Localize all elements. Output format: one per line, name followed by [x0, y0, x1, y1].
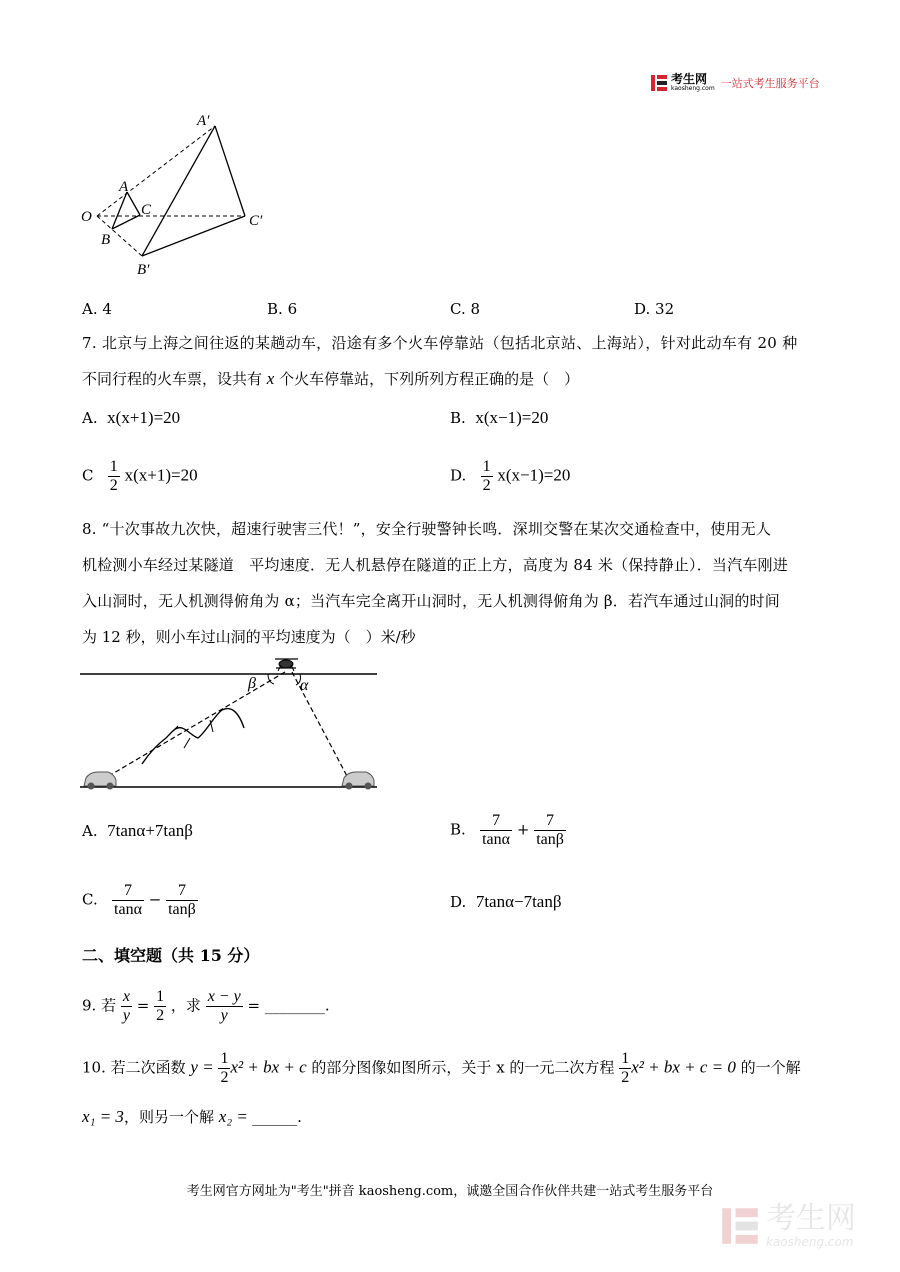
- q8-option-b: B. $\frac{7}{\tan\alpha}$ + $\frac{7}{\tan\beta}$: [450, 812, 564, 848]
- footer-text: 考生网官方网址为"考生"拼音 kaosheng.com，诚邀全国合作伙伴共建一站式考生服务平台: [186, 1184, 714, 1199]
- drone-icon: [275, 659, 298, 671]
- angle-arc-beta: [268, 674, 274, 684]
- half-fraction: $\frac{1}{2}$: [109, 458, 118, 494]
- sight-line-beta: [102, 672, 285, 780]
- q7-option-d: D. $\frac{1}{2}$ x(x−1)=20: [450, 458, 571, 494]
- q8-line3: 入山洞时，无人机测得俯角为 α；当汽车完全离开山洞时，无人机测得俯角为 β．若汽车通过山洞的时间: [82, 592, 780, 610]
- half-fraction: $\frac{1}{2}$: [482, 458, 491, 494]
- edge-ApCp: [215, 126, 245, 216]
- q8-line4: 为 12 秒，则小车过山洞的平均速度为（ ）米/秒: [82, 628, 416, 646]
- label-Bp: B′: [137, 262, 150, 278]
- drone-tunnel-figure: [80, 652, 380, 797]
- q8-line1: 8. “十次事故九次快，超速行驶害三代！”，安全行驶警钟长鸣．深圳交警在某次交通检查中，使用无人: [82, 520, 772, 538]
- section-title: 二、填空题（共 15 分）: [82, 946, 260, 965]
- label-B: B: [101, 232, 111, 248]
- q6-option-a: A. 4: [82, 300, 112, 318]
- q8-option-d: D. 7tanα−7tanβ: [450, 892, 562, 911]
- label-alpha: α: [300, 677, 309, 694]
- q8-option-c: C. $\frac{7}{\tan\alpha}$ − $\frac{7}{\tan\beta}$: [82, 882, 196, 918]
- label-A: A: [119, 179, 129, 195]
- edge-ApBp: [142, 126, 215, 256]
- header-logo: [650, 73, 820, 92]
- q10-line2: x₁ = 3，则另一个解 x₂ = ______.: [82, 1107, 302, 1126]
- car-right-icon: [342, 772, 374, 789]
- logo-text: 考生网: [671, 72, 708, 86]
- label-Ap: A′: [197, 113, 210, 129]
- label-O: O: [81, 209, 92, 225]
- label-beta: β: [248, 675, 256, 692]
- q7-option-a: A. x(x+1)=20: [82, 408, 181, 427]
- q8-option-a: A. 7tanα+7tanβ: [82, 821, 193, 840]
- mountain-outline: [142, 709, 244, 764]
- q6-option-c: C. 8: [450, 300, 481, 318]
- q7-option-b: B. x(x−1)=20: [450, 408, 549, 427]
- q6-option-d: D. 32: [634, 300, 675, 318]
- logo-subtext: kaosheng.com: [671, 85, 715, 92]
- q9: 9. 若 $\frac{x}{y}$ = $\frac{1}{2}$ ，求 $\frac{x - y}{y}$ = ________.: [82, 988, 330, 1024]
- edge-AC: [127, 192, 140, 215]
- edge-BpCp: [142, 216, 245, 256]
- watermark-logo-icon: [720, 1206, 760, 1246]
- edge-AB: [112, 192, 127, 229]
- q6-option-b: B. 6: [267, 300, 298, 318]
- ray-OAp: [97, 126, 215, 216]
- q7-line2: 不同行程的火车票，设共有 x 个火车停靠站，下列所列方程正确的是（ ）: [82, 369, 580, 388]
- label-Cp: C′: [249, 213, 263, 229]
- similar-triangles-figure: [75, 108, 285, 288]
- watermark: 考生网 kaosheng.com: [720, 1203, 856, 1249]
- q10-line1: 10. 若二次函数 y = $\frac{1}{2}$ x² + bx + c 的部分图像如图所示，关于 x 的一元二次方程 $\frac{1}{2}$ x² + bx + c = 0 的一个解: [82, 1050, 801, 1086]
- q7-line1: 7. 北京与上海之间往返的某趟动车，沿途有多个火车停靠站（包括北京站、上海站），针对此动车有 20 种: [82, 334, 798, 352]
- q7-option-c: C $\frac{1}{2}$ x(x+1)=20: [82, 458, 198, 494]
- label-C: C: [141, 202, 152, 218]
- header-slogan: 一站式考生服务平台: [720, 76, 820, 90]
- q8-line2: 机检测小车经过某隧道 平均速度．无人机悬停在隧道的正上方，高度为 84 米（保持静止）．当汽车刚进: [82, 556, 788, 574]
- car-left-icon: [84, 772, 116, 789]
- logo-icon: [650, 74, 668, 92]
